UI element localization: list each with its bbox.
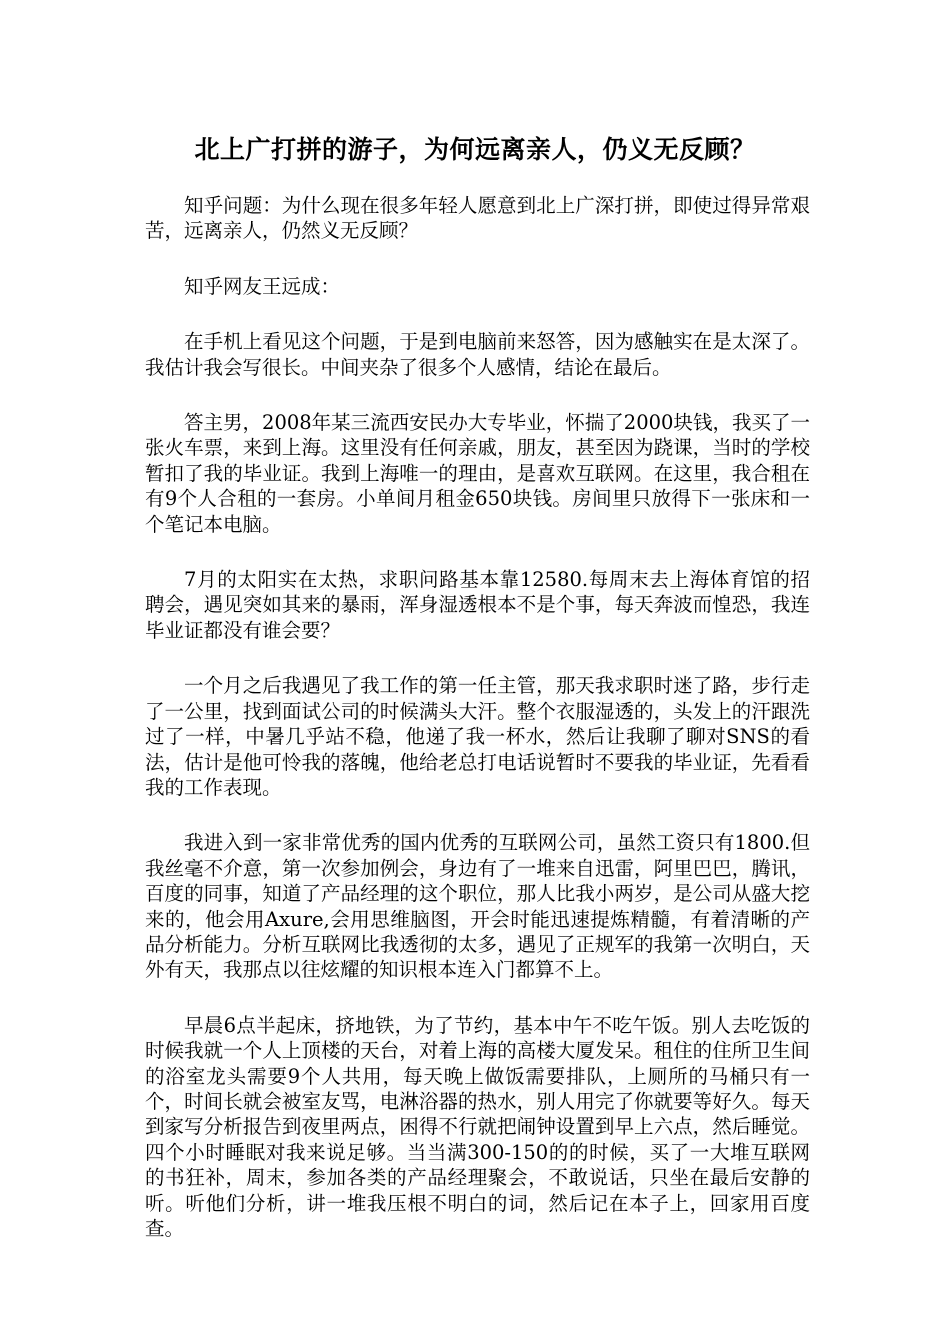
paragraph-question: 知乎问题：为什么现在很多年轻人愿意到北上广深打拼，即使过得异常艰苦，远离亲人，仍然义无反顾？ [145, 194, 810, 243]
paragraph-background: 答主男，2008年某三流西安民办大专毕业，怀揣了2000块钱，我买了一张火车票，来到上海。这里没有任何亲戚，朋友，甚至因为跷课，当时的学校暂扣了我的毕业证。我到上海唯一的理由，是喜欢互联网。在这里，我合租在有9个人合租的一套房。小单间月租金650块钱。房间里只放得下一张床和一个笔记本电脑。 [145, 411, 810, 536]
paragraph-company: 我进入到一家非常优秀的国内优秀的互联网公司，虽然工资只有1800.但我丝毫不介意，第一次参加例会，身边有了一堆来自迅雷，阿里巴巴，腾讯，百度的同事，知道了产品经理的这个职位，那人比我小两岁，是公司从盛大挖来的，他会用Axure,会用思维脑图，开会时能迅速提炼精髓，有着清晰的产品分析能力。分析互联网比我透彻的太多，遇见了正规军的我第一次明白，天外有天，我那点以往炫耀的知识根本连入门都算不上。 [145, 831, 810, 982]
paragraph-job-search: 7月的太阳实在太热，求职问路基本靠12580.每周末去上海体育馆的招聘会，遇见突如其来的暴雨，浑身湿透根本不是个事，每天奔波而惶恐，我连毕业证都没有谁会要？ [145, 568, 810, 642]
paragraph-first-manager: 一个月之后我遇见了我工作的第一任主管，那天我求职时迷了路，步行走了一公里，找到面试公司的时候满头大汗。整个衣服湿透的，头发上的汗跟洗过了一样，中暑几乎站不稳，他递了我一杯水，然后让我聊了聊对SNS的看法，估计是他可怜我的落魄，他给老总打电话说暂时不要我的毕业证，先看看我的工作表现。 [145, 674, 810, 799]
paragraph-author: 知乎网友王远成： [184, 274, 341, 298]
paragraph-intro: 在手机上看见这个问题，于是到电脑前来怒答，因为感触实在是太深了。我估计我会写很长。中间夹杂了很多个人感情，结论在最后。 [145, 330, 810, 379]
document-title: 北上广打拼的游子，为何远离亲人，仍义无反顾？ [194, 135, 756, 164]
document-body [145, 193, 810, 1271]
paragraph-daily-life: 早晨6点半起床，挤地铁，为了节约，基本中午不吃午饭。别人去吃饭的时候我就一个人上顶楼的天台，对着上海的高楼大厦发呆。租住的住所卫生间的浴室龙头需要9个人共用，每天晚上做饭需要排队，上厕所的马桶只有一个，时间长就会被室友骂，电淋浴器的热水，别人用完了你就要等好久。每天到家写分析报告到夜里两点，困得不行就把闹钟设置到早上六点，然后睡觉。四个小时睡眠对我来说足够。当当满300-150的的时候，买了一大堆互联网的书狂补，周末，参加各类的产品经理聚会，不敢说话，只坐在最后安静的听。听他们分析，讲一堆我压根不明白的词，然后记在本子上，回家用百度查。 [145, 1013, 810, 1240]
